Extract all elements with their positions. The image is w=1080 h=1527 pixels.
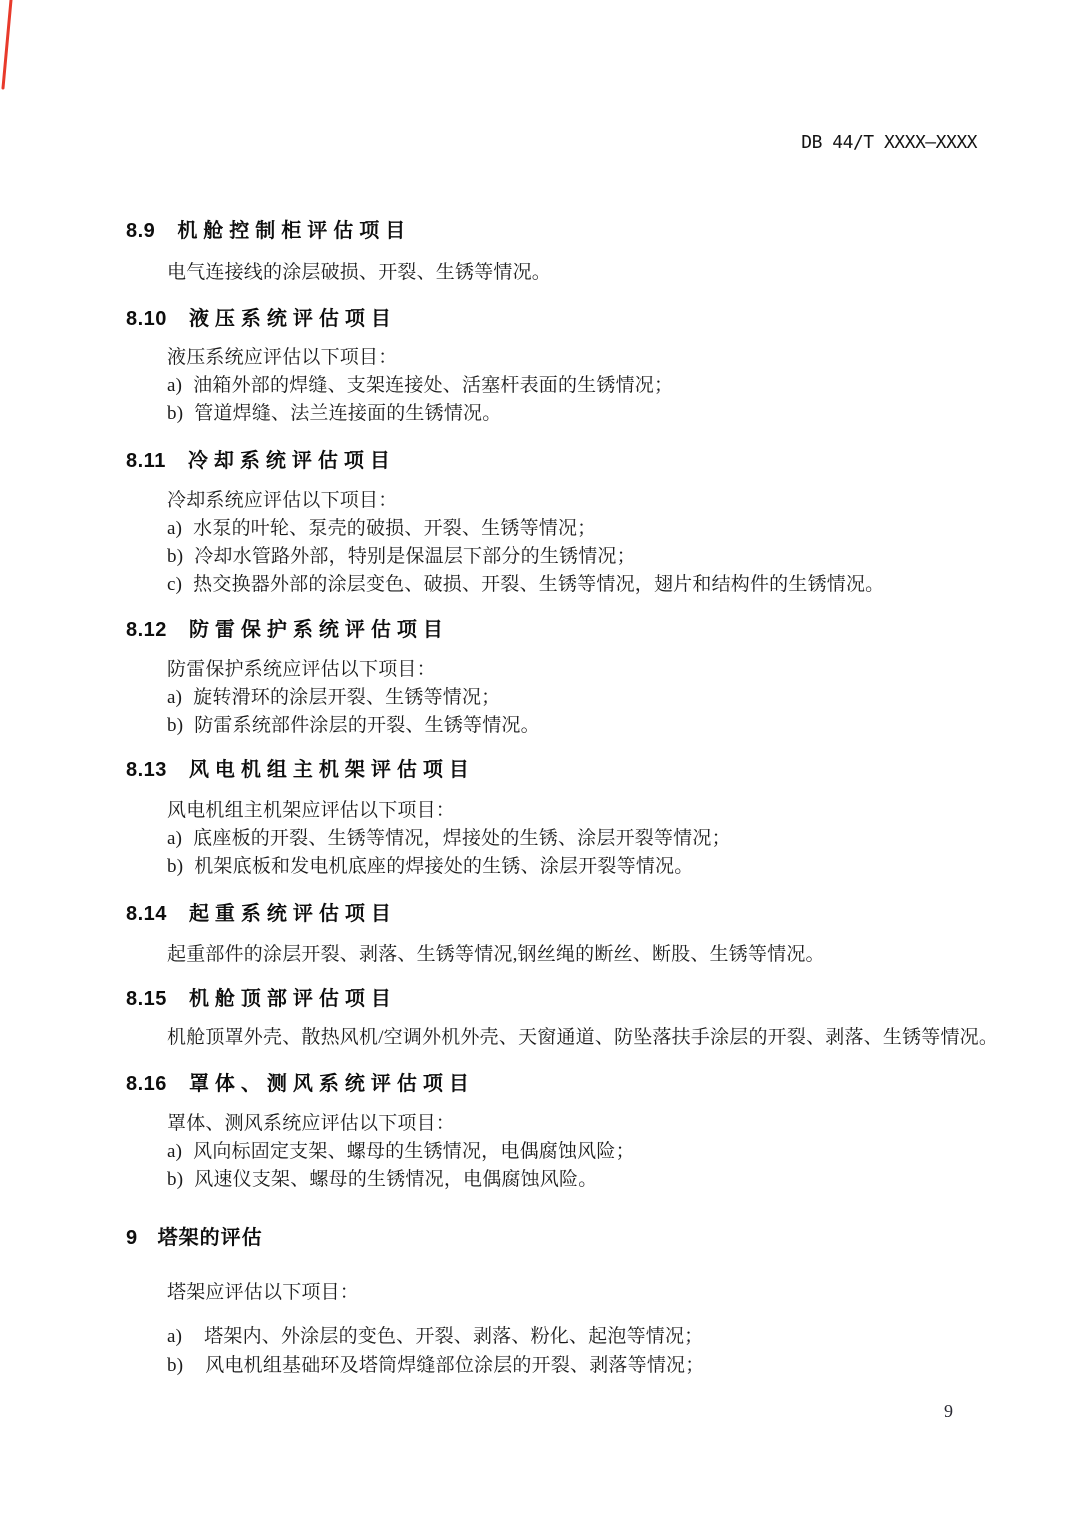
section-number: 8.12	[126, 619, 167, 641]
section-title: 风电机组主机架评估项目	[188, 759, 475, 781]
list-text: 风电机组基础环及塔筒焊缝部位涂层的开裂、剥落等情况；	[205, 1355, 705, 1376]
list-text: 风速仪支架、螺母的生锈情况，电偶腐蚀风险。	[194, 1169, 598, 1190]
list-marker: a)	[167, 518, 183, 539]
section-title: 防雷保护系统评估项目	[188, 619, 449, 641]
list-text: 机架底板和发电机底座的焊接处的生锈、涂层开裂等情况。	[194, 856, 694, 877]
section-number: 8.16	[126, 1073, 167, 1095]
list-text: 冷却水管路外部，特别是保温层下部分的生锈情况；	[194, 546, 636, 567]
list-item	[167, 1142, 635, 1163]
list-marker: a)	[167, 1141, 183, 1162]
list-marker: b)	[167, 403, 184, 424]
section-8-15-paragraph: 机舱顶罩外壳、散热风机/空调外机外壳、天窗通道、防坠落扶手涂层的开裂、剥落、生锈等情况。	[167, 1027, 999, 1048]
list-text: 风向标固定支架、螺母的生锈情况，电偶腐蚀风险；	[193, 1141, 635, 1162]
list-marker: b)	[167, 715, 184, 736]
section-8-11-intro: 冷却系统应评估以下项目：	[167, 490, 398, 511]
chapter-title: 塔架的评估	[157, 1227, 263, 1249]
list-item	[167, 404, 501, 425]
section-title: 机舱顶部评估项目	[188, 988, 397, 1010]
section-title: 冷却系统评估项目	[187, 450, 396, 472]
list-marker: b)	[167, 1355, 184, 1376]
section-heading-8-14	[126, 903, 397, 925]
section-number: 8.9	[126, 220, 156, 242]
list-item	[167, 1170, 597, 1191]
list-item	[167, 1327, 703, 1348]
list-item	[167, 1356, 704, 1377]
list-text: 油箱外部的焊缝、支架连接处、活塞杆表面的生锈情况；	[193, 375, 674, 396]
list-text: 塔架内、外涂层的变色、开裂、剥落、粉化、起泡等情况；	[204, 1326, 704, 1347]
section-8-14-paragraph: 起重部件的涂层开裂、剥落、生锈等情况,钢丝绳的断丝、断股、生锈等情况。	[167, 944, 825, 965]
corner-red-line	[0, 0, 22, 96]
list-item	[167, 575, 884, 596]
section-number: 8.15	[126, 988, 167, 1010]
section-heading-8-10	[126, 308, 397, 330]
list-item	[167, 688, 500, 709]
section-8-9-paragraph: 电气连接线的涂层破损、开裂、生锈等情况。	[167, 262, 552, 283]
list-marker: b)	[167, 1169, 184, 1190]
list-text: 管道焊缝、法兰连接面的生锈情况。	[194, 403, 502, 424]
section-8-10-intro: 液压系统应评估以下项目：	[167, 347, 398, 368]
section-title: 机舱控制柜评估项目	[177, 220, 412, 242]
chapter-heading-9	[126, 1227, 263, 1249]
section-title: 液压系统评估项目	[188, 308, 397, 330]
section-8-16-intro: 罩体、测风系统应评估以下项目：	[167, 1113, 456, 1134]
list-item	[167, 547, 636, 568]
list-marker: b)	[167, 546, 184, 567]
list-item	[167, 857, 693, 878]
document-reference: DB 44/T XXXX—XXXX	[801, 132, 977, 153]
list-marker: a)	[167, 687, 183, 708]
list-text: 热交换器外部的涂层变色、破损、开裂、生锈等情况，翅片和结构件的生锈情况。	[193, 574, 885, 595]
section-9-intro: 塔架应评估以下项目：	[167, 1282, 360, 1303]
section-heading-8-13	[126, 759, 475, 781]
list-text: 旋转滑环的涂层开裂、生锈等情况；	[193, 687, 501, 708]
section-number: 8.11	[126, 450, 166, 472]
list-marker: a)	[167, 1326, 183, 1347]
section-heading-8-16	[126, 1073, 475, 1095]
section-8-12-intro: 防雷保护系统应评估以下项目：	[167, 659, 436, 680]
section-title: 起重系统评估项目	[188, 903, 397, 925]
list-marker: a)	[167, 375, 183, 396]
list-item	[167, 829, 731, 850]
section-number: 8.14	[126, 903, 167, 925]
section-8-13-intro: 风电机组主机架应评估以下项目：	[167, 800, 456, 821]
section-heading-8-11	[126, 450, 396, 472]
list-text: 水泵的叶轮、泵壳的破损、开裂、生锈等情况；	[193, 518, 597, 539]
page-number: 9	[944, 1401, 953, 1421]
section-heading-8-9	[126, 220, 411, 242]
section-title: 罩体、测风系统评估项目	[188, 1073, 475, 1095]
list-marker: a)	[167, 828, 183, 849]
section-heading-8-12	[126, 619, 449, 641]
section-number: 8.10	[126, 308, 167, 330]
list-marker: b)	[167, 856, 184, 877]
list-item	[167, 519, 596, 540]
list-item	[167, 376, 673, 397]
list-text: 底座板的开裂、生锈等情况，焊接处的生锈、涂层开裂等情况；	[193, 828, 731, 849]
list-item	[167, 716, 540, 737]
list-marker: c)	[167, 574, 183, 595]
section-number: 8.13	[126, 759, 167, 781]
chapter-number: 9	[126, 1227, 138, 1249]
list-text: 防雷系统部件涂层的开裂、生锈等情况。	[194, 715, 540, 736]
section-heading-8-15	[126, 988, 397, 1010]
